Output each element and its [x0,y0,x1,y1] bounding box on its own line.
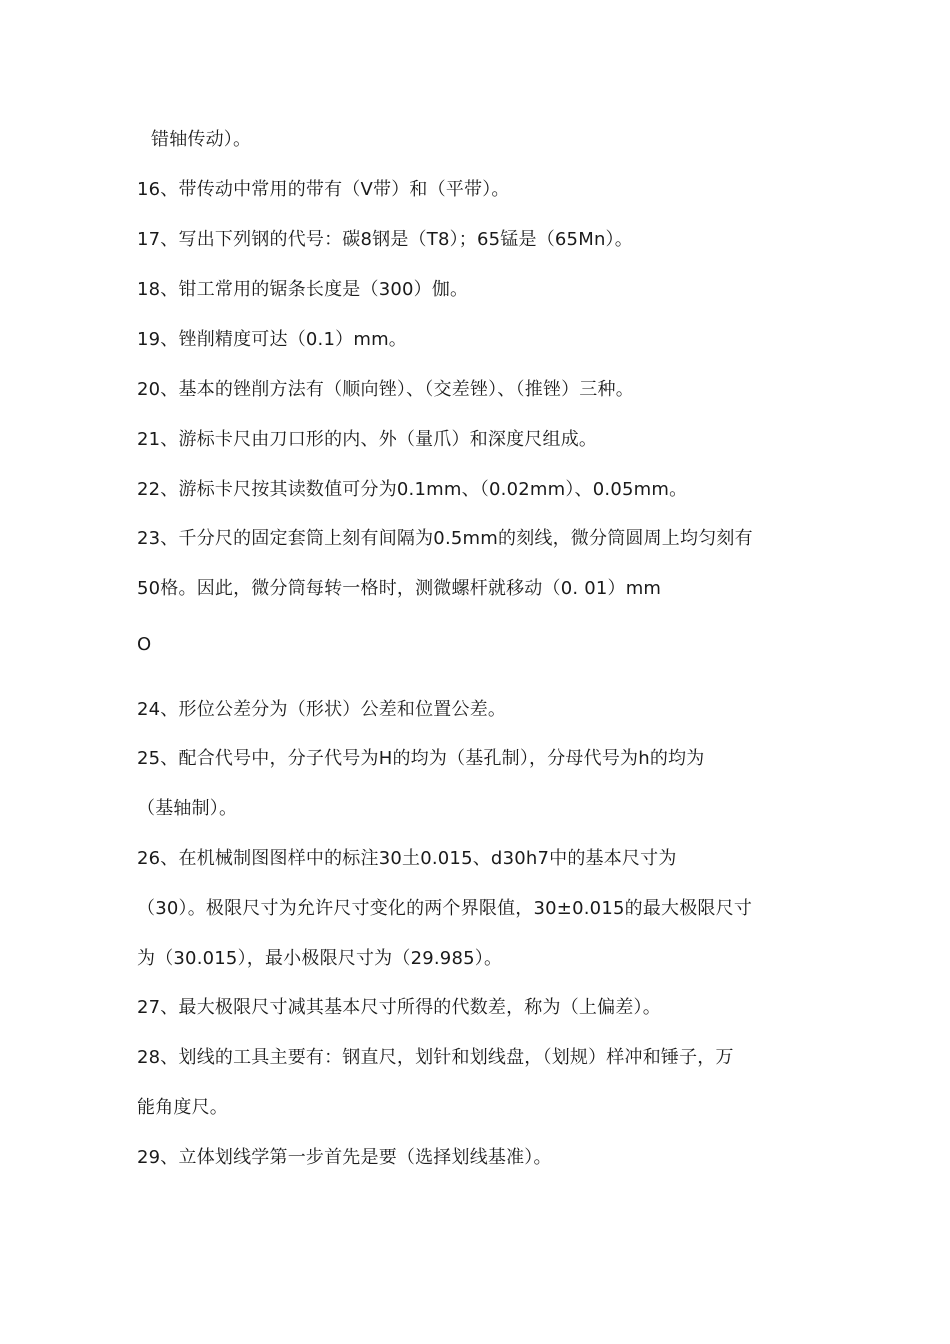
item-22: 22、游标卡尺按其读数值可分为0.1mm、（0.02mm）、0.05mm。 [137,479,688,500]
stray-character: O [137,634,152,655]
item-27: 27、最大极限尺寸减其基本尺寸所得的代数差，称为（上偏差）。 [137,997,661,1018]
item-18: 18、钳工常用的锯条长度是（300）伽。 [137,279,469,300]
item-29: 29、立体划线学第一步首先是要（选择划线基准）。 [137,1147,552,1168]
item-26-cont-1: （30）。极限尺寸为允许尺寸变化的两个界限值，30±0.015的最大极限尺寸 [137,898,753,919]
item-23: 23、千分尺的固定套筒上刻有间隔为0.5mm的刻线，微分筒圆周上均匀刻有 [137,528,753,549]
item-28: 28、划线的工具主要有：钢直尺，划针和划线盘，（划规）样冲和锤子，万 [137,1047,734,1068]
item-21: 21、游标卡尺由刀口形的内、外（量爪）和深度尺组成。 [137,429,598,450]
item-24: 24、形位公差分为（形状）公差和位置公差。 [137,699,507,720]
text-line-continuation: 错轴传动）。 [151,129,252,150]
item-23-cont: 50格。因此，微分筒每转一格时，测微螺杆就移动（0. 01）mm [137,578,662,599]
item-25-cont: （基轴制）。 [137,798,238,819]
item-19: 19、锉削精度可达（0.1）mm。 [137,329,407,350]
item-26-cont-2: 为（30.015），最小极限尺寸为（29.985）。 [137,948,503,969]
item-20: 20、基本的锉削方法有（顺向锉）、（交差锉）、（推锉）三种。 [137,379,634,400]
item-26: 26、在机械制图图样中的标注30土0.015、d30h7中的基本尺寸为 [137,848,677,869]
item-16: 16、带传动中常用的带有（V带）和（平带）。 [137,179,510,200]
item-25: 25、配合代号中，分子代号为H的均为（基孔制），分母代号为h的均为 [137,748,705,769]
item-17: 17、写出下列钢的代号：碳8钢是（T8）；65锰是（65Mn）。 [137,229,633,250]
item-28-cont: 能角度尺。 [137,1097,228,1118]
